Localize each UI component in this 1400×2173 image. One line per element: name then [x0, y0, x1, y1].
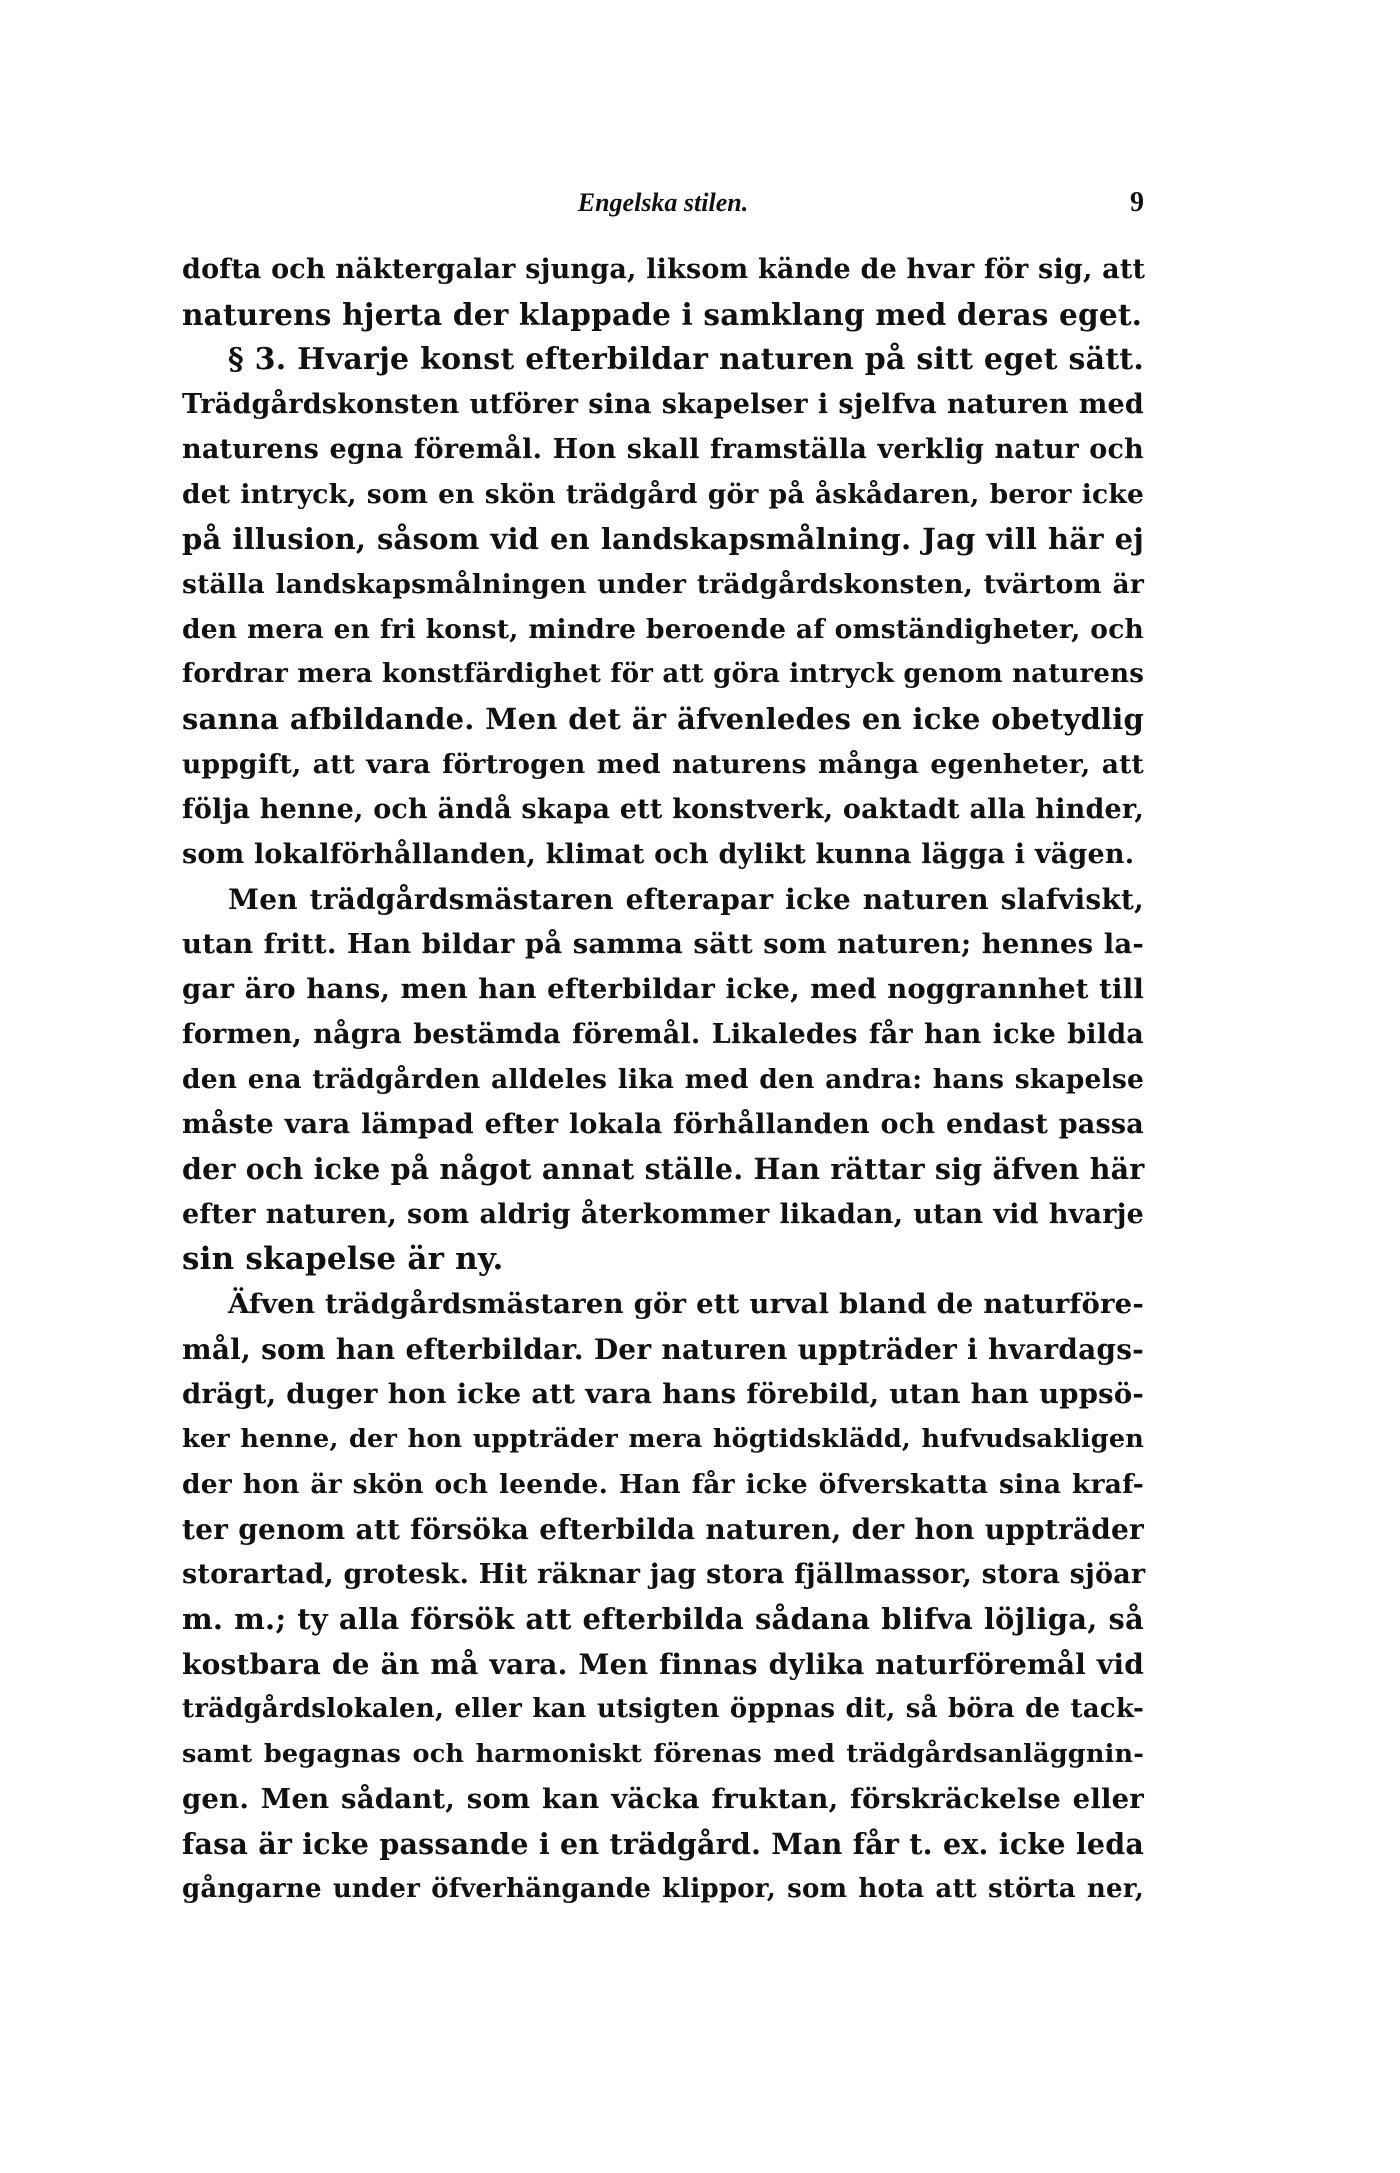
text-line: dofta och näktergalar sjunga, liksom kände de hvar för sig, att	[182, 254, 1146, 285]
text-line: § 3. Hvarje konst efterbildar naturen på sitt eget sätt.	[228, 342, 1144, 377]
text-line: det intryck, som en skön trädgård gör på åskådaren, beror icke	[182, 479, 1144, 510]
text-line: sanna afbildande. Men det är äfvenledes en icke obetydlig	[182, 702, 1144, 736]
text-line: storartad, grotesk. Hit räknar jag stora fjällmassor, stora sjöar	[182, 1559, 1146, 1590]
text-line: ker henne, der hon uppträder mera högtidsklädd, hufvudsakligen	[182, 1424, 1144, 1454]
text-line: formen, några bestämda föremål. Likaledes får han icke bilda	[182, 1019, 1144, 1050]
text-line: ter genom att försöka efterbilda naturen, der hon uppträder	[182, 1513, 1144, 1546]
text-line: naturens hjerta der klappade i samklang med deras eget.	[182, 297, 1143, 332]
text-line: utan fritt. Han bildar på samma sätt som naturen; hennes la-	[182, 928, 1144, 960]
text-line: sin skapelse är ny.	[182, 1241, 504, 1277]
text-line: gångarne under öfverhängande klippor, som hota att störta ner,	[182, 1874, 1144, 1904]
text-line: der och icke på något annat ställe. Han rättar sig äfven här	[182, 1152, 1145, 1186]
text-line: på illusion, såsom vid en landskapsmålning. Jag vill här ej	[182, 522, 1144, 556]
text-line: drägt, duger hon icke att vara hans förebild, utan han uppsö-	[182, 1378, 1144, 1410]
page-header	[182, 183, 1144, 223]
text-line: Trädgårdskonsten utförer sina skapelser i sjelfva naturen med	[182, 389, 1144, 420]
text-line: uppgift, att vara förtrogen med naturens många egenheter, att	[182, 749, 1144, 780]
text-line: samt begagnas och harmoniskt förenas med trädgårdsanläggnin-	[182, 1739, 1144, 1769]
text-line: trädgårdslokalen, eller kan utsigten öppnas dit, så böra de tack-	[182, 1694, 1144, 1724]
text-line: naturens egna föremål. Hon skall framställa verklig natur och	[182, 434, 1144, 465]
text-line: ställa landskapsmålningen under trädgårdskonsten, tvärtom är	[182, 569, 1144, 600]
text-line: den mera en fri konst, mindre beroende af omständigheter, och	[182, 614, 1144, 645]
text-line: måste vara lämpad efter lokala förhållanden och endast passa	[182, 1109, 1144, 1140]
text-line: der hon är skön och leende. Han får icke öfverskatta sina kraf-	[182, 1469, 1144, 1500]
text-line: Äfven trädgårdsmästaren gör ett urval bland de naturföre-	[228, 1288, 1144, 1320]
text-line: som lokalförhållanden, klimat och dylikt kunna lägga i vägen.	[182, 839, 1135, 870]
text-line: kostbara de än må vara. Men finnas dylika naturföremål vid	[182, 1648, 1144, 1681]
body-text	[182, 247, 1144, 1912]
text-line: efter naturen, som aldrig återkommer likadan, utan vid hvarje	[182, 1199, 1144, 1230]
text-line: den ena trädgården alldeles lika med den andra: hans skapelse	[182, 1064, 1144, 1095]
text-line: gen. Men sådant, som kan väcka fruktan, förskräckelse eller	[182, 1783, 1144, 1815]
running-title: Engelska stilen.	[577, 188, 749, 217]
text-line: gar äro hans, men han efterbildar icke, med noggrannhet till	[182, 973, 1144, 1005]
text-line: mål, som han efterbildar. Der naturen uppträder i hvardags-	[182, 1333, 1144, 1366]
text-line: Men trädgårdsmästaren efterapar icke naturen slafviskt,	[228, 883, 1144, 916]
text-line: fasa är icke passande i en trädgård. Man får t. ex. icke leda	[182, 1827, 1144, 1861]
text-line: fordrar mera konstfärdighet för att göra intryck genom naturens	[182, 659, 1145, 689]
text-line: m. m.; ty alla försök att efterbilda sådana blifva löjliga, så	[182, 1602, 1144, 1636]
page-number: 9	[1130, 187, 1144, 218]
text-line: följa henne, och ändå skapa ett konstverk, oaktadt alla hinder,	[182, 794, 1144, 825]
